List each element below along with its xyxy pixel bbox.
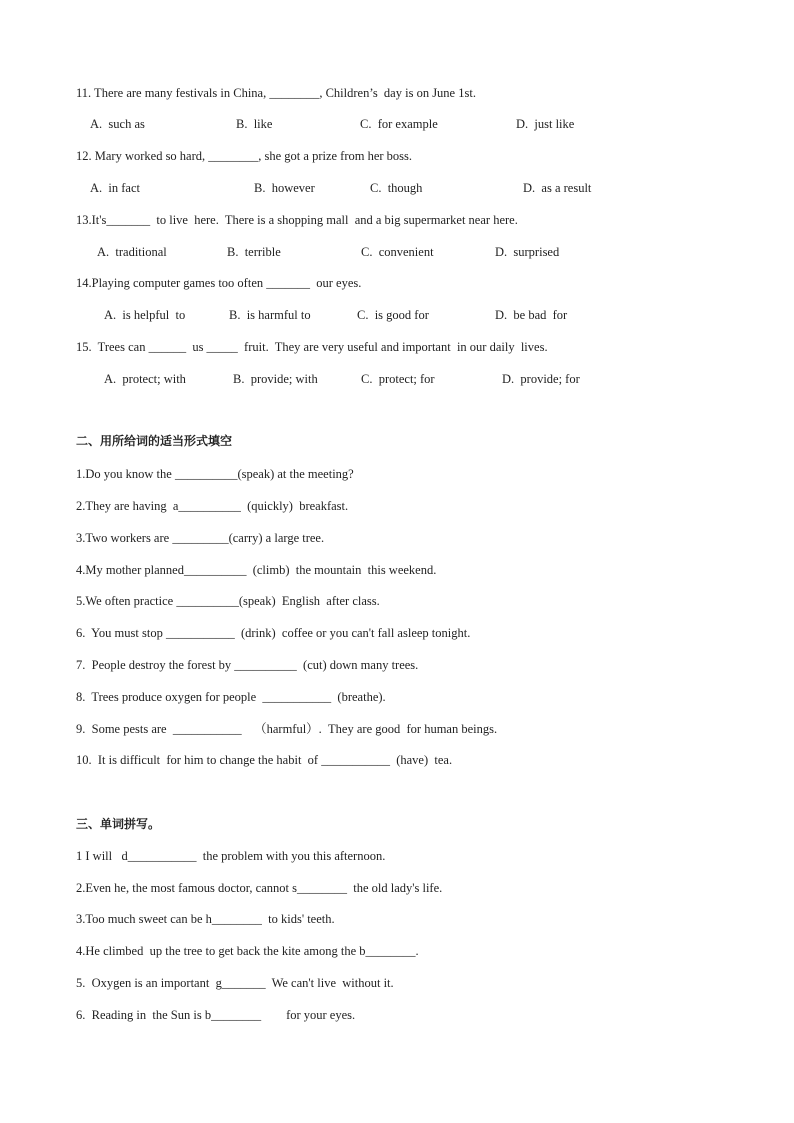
question-14: 14.Playing computer games too often _______ our eyes. [76,276,362,290]
question-12: 12. Mary worked so hard, ________, she got a prize from her boss. [76,149,413,163]
fill-item: 3.Two workers are _________(carry) a large tree. [76,531,325,545]
fill-item: 6. You must stop ___________ (drink) coffee or you can't fall asleep tonight. [76,626,471,640]
fill-item: 10. It is difficult for him to change the habit of ___________ (have) tea. [76,753,453,767]
spelling-item: 3.Too much sweet can be h________ to kids' teeth. [76,912,335,926]
option-14-b: B. is harmful to [229,308,311,322]
option-15-b: B. provide; with [233,372,318,386]
option-13-a: A. traditional [97,245,167,259]
question-11: 11. There are many festivals in China, ________, Children’s day is on June 1st. [76,86,476,100]
option-12-a: A. in fact [90,181,140,195]
option-13-d: D. surprised [495,245,560,259]
section-2-heading: 二、用所给词的适当形式填空 [76,434,233,448]
spelling-item: 2.Even he, the most famous doctor, cannot s________ the old lady's life. [76,881,443,895]
option-11-d: D. just like [516,117,575,131]
option-15-c: C. protect; for [361,372,435,386]
section-3-heading: 三、单词拼写。 [76,817,161,831]
question-13: 13.It's_______ to live here. There is a shopping mall and a big supermarket near here. [76,213,518,227]
option-12-d: D. as a result [523,181,592,195]
option-12-c: C. though [370,181,423,195]
option-11-c: C. for example [360,117,438,131]
fill-item: 5.We often practice __________(speak) English after class. [76,594,380,608]
spelling-item: 1 I will d___________ the problem with you this afternoon. [76,849,386,863]
spelling-item: 4.He climbed up the tree to get back the kite among the b________. [76,944,419,958]
option-15-a: A. protect; with [104,372,186,386]
option-14-a: A. is helpful to [104,308,186,322]
spelling-item: 6. Reading in the Sun is b________ for your eyes. [76,1008,356,1022]
fill-item: 8. Trees produce oxygen for people ___________ (breathe). [76,690,386,704]
fill-item: 4.My mother planned__________ (climb) the mountain this weekend. [76,563,437,577]
option-13-b: B. terrible [227,245,281,259]
option-14-c: C. is good for [357,308,429,322]
fill-item: 7. People destroy the forest by __________ (cut) down many trees. [76,658,419,672]
option-15-d: D. provide; for [502,372,580,386]
question-15: 15. Trees can ______ us _____ fruit. They are very useful and important in our daily lives. [76,340,548,354]
option-14-d: D. be bad for [495,308,568,322]
option-12-b: B. however [254,181,315,195]
option-13-c: C. convenient [361,245,434,259]
fill-item: 9. Some pests are ___________ （harmful）. They are good for human beings. [76,722,498,736]
option-11-a: A. such as [90,117,145,131]
spelling-item: 5. Oxygen is an important g_______ We can't live without it. [76,976,394,990]
fill-item: 2.They are having a__________ (quickly) breakfast. [76,499,349,513]
option-11-b: B. like [236,117,273,131]
fill-item: 1.Do you know the __________(speak) at the meeting? [76,467,354,481]
